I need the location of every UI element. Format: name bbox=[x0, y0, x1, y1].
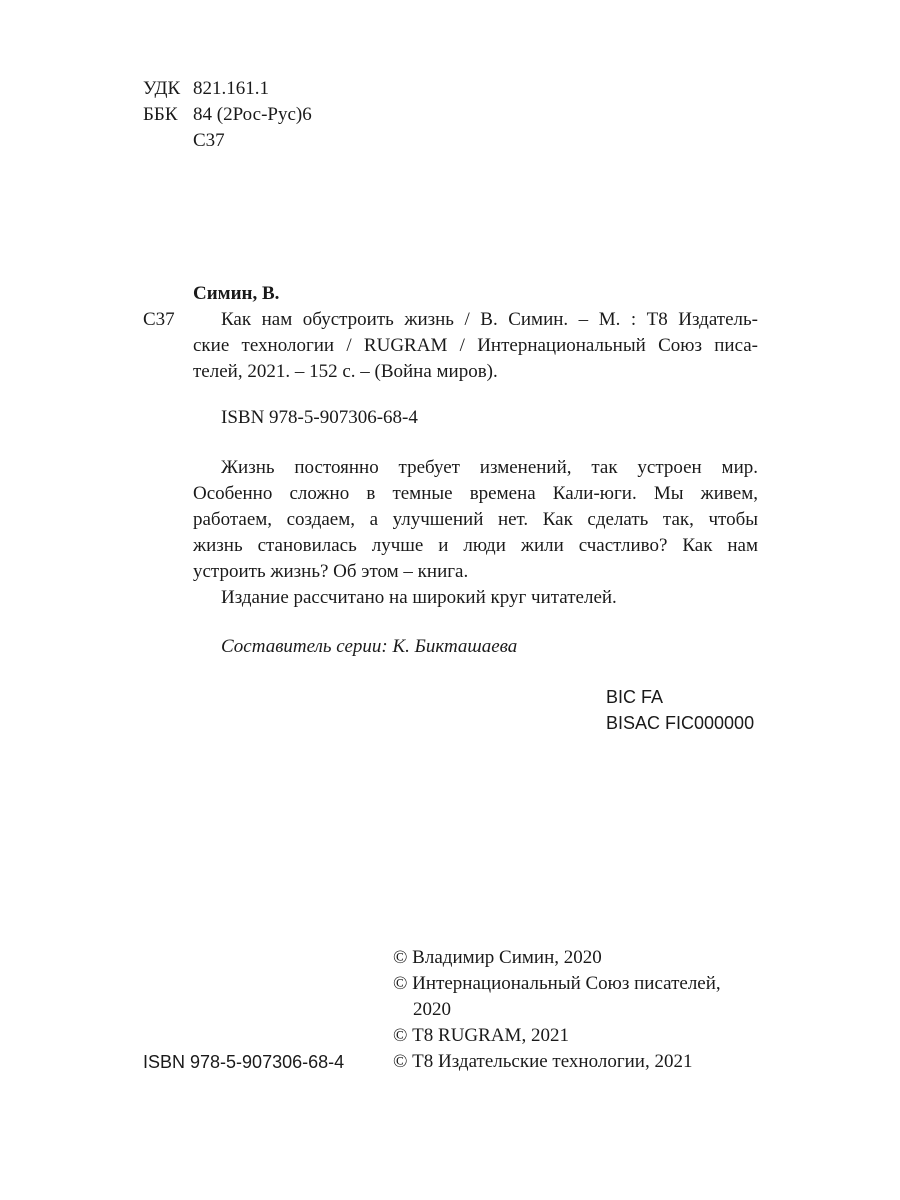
udk-value: 821.161.1 bbox=[193, 78, 269, 99]
series-editor: Составитель серии: К. Бикташаева bbox=[221, 636, 518, 657]
copyright-block bbox=[393, 945, 773, 1075]
bibliographic-description bbox=[193, 307, 758, 385]
bibliographic-line: телей, 2021. – 152 с. – (Война миров). bbox=[193, 361, 498, 382]
copyright-line: © Интернациональный Союз писателей, bbox=[393, 973, 721, 994]
annotation-line: жизнь становилась лучше и люди жили счастливо? Как нам bbox=[193, 535, 758, 556]
copyright-line: © Т8 RUGRAM, 2021 bbox=[393, 1025, 569, 1046]
bbk-value: 84 (2Рос-Рус)6 bbox=[193, 104, 312, 125]
copyright-line: 2020 bbox=[413, 999, 451, 1020]
author-cipher: С37 bbox=[143, 309, 175, 330]
udk-label: УДК bbox=[143, 78, 181, 99]
annotation-line: Особенно сложно в темные времена Кали-юги. Мы живем, bbox=[193, 483, 758, 504]
annotation-line: устроить жизнь? Об этом – книга. bbox=[193, 561, 469, 582]
bisac-code: BISAC FIC000000 bbox=[606, 713, 755, 733]
bibliographic-line: ские технологии / RUGRAM / Интернациональный Союз писа- bbox=[193, 335, 758, 356]
copyright-line: © Т8 Издательские технологии, 2021 bbox=[393, 1051, 693, 1072]
annotation-line: Жизнь постоянно требует изменений, так устроен мир. bbox=[221, 457, 758, 478]
copyright-line: © Владимир Симин, 2020 bbox=[393, 947, 602, 968]
annotation-line: работаем, создаем, а улучшений нет. Как сделать так, чтобы bbox=[193, 509, 758, 530]
annotation-line: Издание рассчитано на широкий круг читателей. bbox=[221, 587, 617, 608]
author-sign: С37 bbox=[193, 130, 225, 151]
bic-code: BIC FA bbox=[606, 687, 664, 707]
isbn-bottom: ISBN 978-5-907306-68-4 bbox=[143, 1052, 345, 1072]
annotation bbox=[193, 455, 758, 611]
bibliographic-line: Как нам обустроить жизнь / В. Симин. – М. : Т8 Издатель- bbox=[221, 309, 758, 330]
isbn-record: ISBN 978-5-907306-68-4 bbox=[221, 407, 418, 428]
author-heading: Симин, В. bbox=[193, 283, 280, 304]
bbk-label: ББК bbox=[143, 104, 178, 125]
